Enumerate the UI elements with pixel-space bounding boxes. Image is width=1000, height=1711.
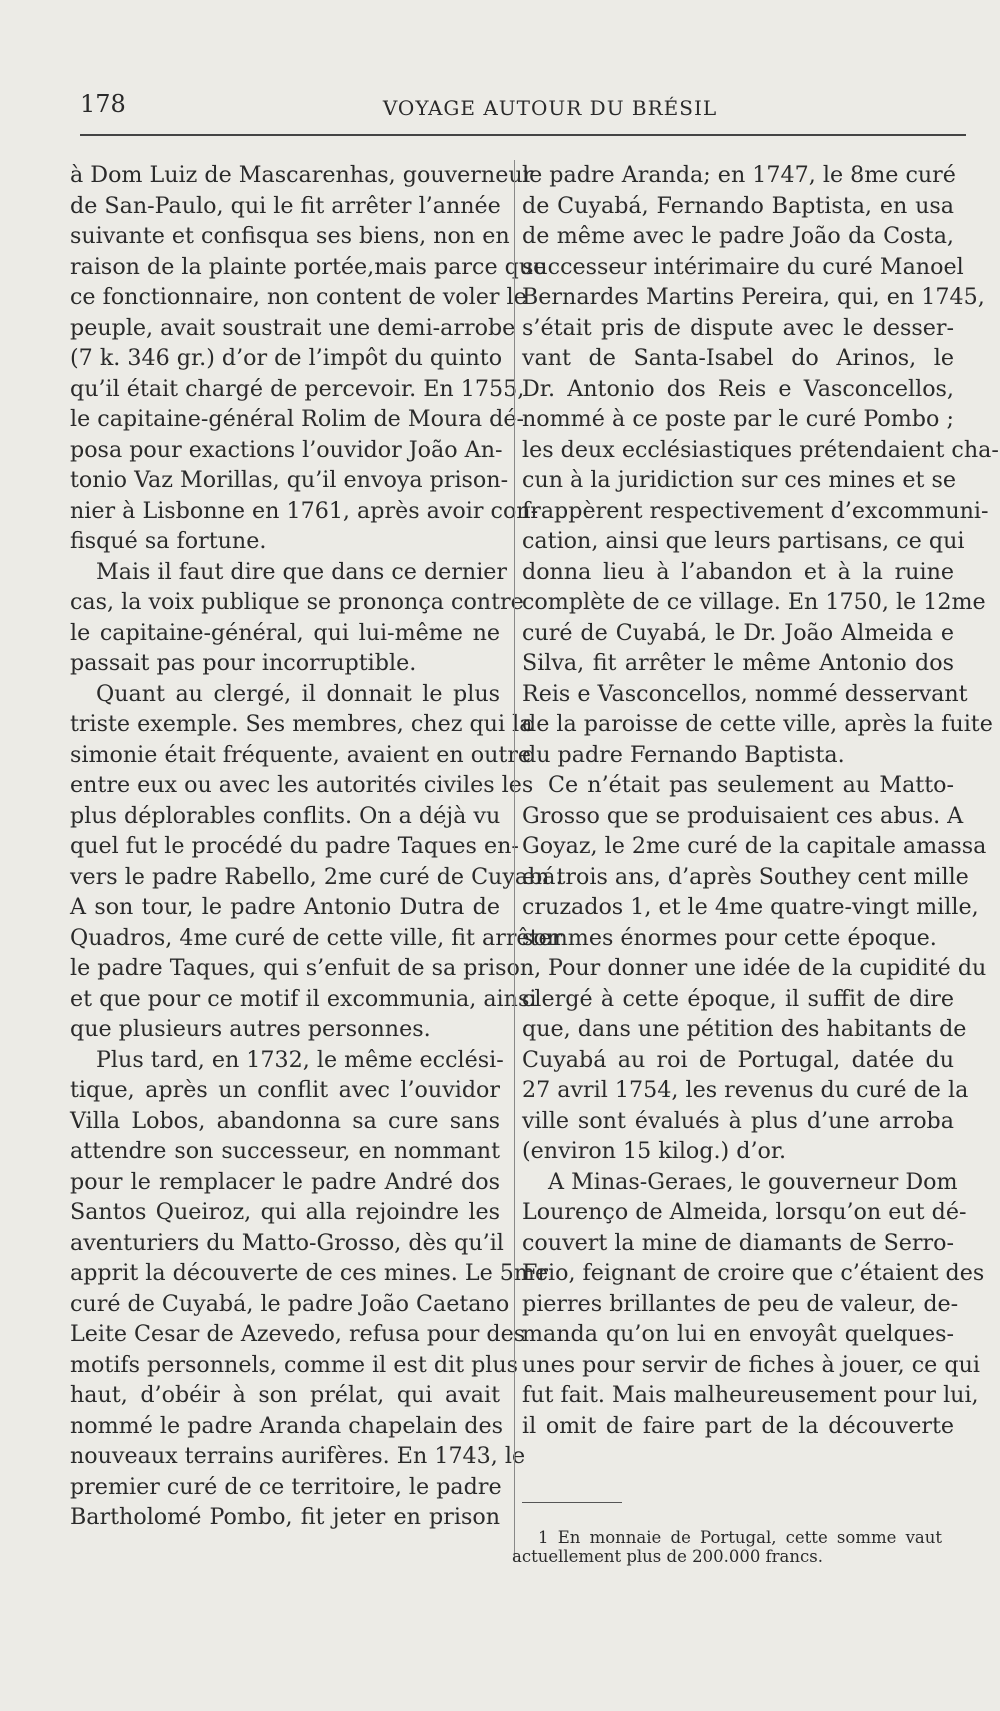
text-line: le capitaine-général Rolim de Moura dé- — [70, 406, 524, 432]
text-line: vant de Santa-Isabel do Arinos, le — [522, 345, 954, 371]
text-line: 27 avril 1754, les revenus du curé de la — [522, 1077, 969, 1103]
text-line: qu’il était chargé de percevoir. En 1755, — [70, 375, 525, 402]
text-line: entre eux ou avec les autorités civiles les — [70, 772, 534, 798]
text-line: que, dans une pétition des habitants de — [522, 1016, 967, 1042]
text-line: Ce n’était pas seulement au Matto- — [548, 772, 954, 798]
text-line: Frio, feignant de croire que c’étaient des — [522, 1260, 985, 1286]
text-line: tique, après un conflit avec l’ouvidor — [70, 1077, 500, 1103]
text-line: haut, d’obéir à son prélat, qui avait — [70, 1382, 500, 1408]
text-line: nier à Lisbonne en 1761, après avoir con- — [70, 497, 539, 524]
text-line: unes pour servir de fiches à jouer, ce qui — [522, 1351, 980, 1378]
text-line: quel fut le procédé du padre Taques en- — [70, 833, 519, 859]
text-line: aventuriers du Matto-Grosso, dès qu’il — [70, 1229, 504, 1256]
text-line: Goyaz, le 2me curé de la capitale amassa — [522, 833, 987, 859]
text-line: plus déplorables conflits. On a déjà vu — [70, 802, 501, 829]
text-line: Silva, fit arrêter le même Antonio dos — [522, 650, 954, 676]
text-line: attendre son successeur, en nommant — [70, 1138, 500, 1164]
text-line: Leite Cesar de Azevedo, refusa pour des — [70, 1321, 526, 1347]
text-line: A Minas-Geraes, le gouverneur Dom — [548, 1168, 958, 1195]
text-line: de la paroisse de cette ville, après la fuite — [522, 711, 993, 737]
text-line: 1 En monnaie de Portugal, cette somme vaut — [538, 1528, 942, 1547]
page-number: 178 — [80, 90, 126, 118]
text-line: (7 k. 346 gr.) d’or de l’impôt du quinto — [70, 345, 503, 371]
text-line: Villa Lobos, abandonna sa cure sans — [70, 1107, 500, 1134]
text-line: simonie était fréquente, avaient en outre — [70, 741, 532, 768]
text-line: clergé à cette époque, il suffit de dire — [522, 985, 954, 1012]
text-line: à Dom Luiz de Mascarenhas, gouverneur — [70, 162, 534, 188]
text-line: pierres brillantes de peu de valeur, de- — [522, 1290, 959, 1317]
text-line: donna lieu à l’abandon et à la ruine — [522, 558, 954, 585]
column-separator — [514, 160, 515, 1560]
text-line: et que pour ce motif il excommunia, ainsi — [70, 985, 537, 1012]
text-line: il omit de faire part de la découverte — [522, 1412, 954, 1439]
text-line: curé de Cuyabá, le padre João Caetano — [70, 1290, 510, 1317]
text-line: cruzados 1, et le 4me quatre-vingt mille, — [522, 894, 979, 920]
text-line: (environ 15 kilog.) d’or. — [522, 1138, 787, 1164]
text-line: Quadros, 4me curé de cette ville, fit arrêter — [70, 924, 563, 951]
text-line: cun à la juridiction sur ces mines et se — [522, 467, 956, 493]
text-line: peuple, avait soustrait une demi-arrobe — [70, 314, 516, 341]
text-line: s’était pris de dispute avec le desser- — [522, 314, 954, 341]
running-title: VOYAGE AUTOUR DU BRÉSIL — [382, 96, 718, 120]
text-line: triste exemple. Ses membres, chez qui la — [70, 711, 533, 737]
right-column — [522, 160, 999, 1441]
text-line: en trois ans, d’après Southey cent mille — [522, 863, 969, 890]
footnote — [512, 1528, 942, 1566]
text-line: fisqué sa fortune. — [70, 528, 267, 554]
text-line: premier curé de ce territoire, le padre — [70, 1473, 502, 1500]
text-line: frappèrent respectivement d’excommuni- — [522, 497, 989, 524]
text-line: du padre Fernando Baptista. — [522, 741, 845, 768]
text-line: Bartholomé Pombo, fit jeter en prison — [70, 1504, 500, 1530]
text-line: Quant au clergé, il donnait le plus — [96, 680, 500, 707]
text-line: Bernardes Martins Pereira, qui, en 1745, — [522, 284, 985, 310]
text-line: Plus tard, en 1732, le même ecclési- — [96, 1046, 504, 1073]
text-line: Dr. Antonio dos Reis e Vasconcellos, — [522, 375, 954, 402]
text-line: ce fonctionnaire, non content de voler le — [70, 284, 527, 310]
text-line: raison de la plainte portée,mais parce que — [70, 253, 547, 280]
text-line: vers le padre Rabello, 2me curé de Cuyabá. — [70, 863, 563, 890]
page-header — [80, 90, 960, 130]
text-line: Pour donner une idée de la cupidité du — [548, 955, 987, 981]
text-line: A son tour, le padre Antonio Dutra de — [70, 894, 500, 920]
text-line: le padre Aranda; en 1747, le 8me curé — [522, 162, 956, 188]
text-line: complète de ce village. En 1750, le 12me — [522, 589, 986, 615]
text-line: passait pas pour incorruptible. — [70, 650, 417, 676]
text-line: que plusieurs autres personnes. — [70, 1016, 431, 1042]
text-line: tonio Vaz Morillas, qu’il envoya prison- — [70, 467, 509, 493]
text-line: les deux ecclésiastiques prétendaient cha- — [522, 436, 999, 463]
header-rule — [80, 134, 966, 136]
text-line: fut fait. Mais malheureusement pour lui, — [522, 1382, 979, 1408]
text-line: Grosso que se produisaient ces abus. A — [522, 802, 964, 829]
text-line: le capitaine-général, qui lui-même ne — [70, 619, 500, 646]
text-line: Mais il faut dire que dans ce dernier — [96, 558, 508, 585]
text-line: le padre Taques, qui s’enfuit de sa prison, — [70, 955, 542, 981]
text-line: Cuyabá au roi de Portugal, datée du — [522, 1046, 954, 1073]
text-line: Lourenço de Almeida, lorsqu’on eut dé- — [522, 1199, 967, 1225]
text-line: motifs personnels, comme il est dit plus — [70, 1351, 519, 1378]
footnote-rule — [522, 1502, 622, 1503]
text-line: successeur intérimaire du curé Manoel — [522, 253, 964, 280]
text-line: apprit la découverte de ces mines. Le 5me — [70, 1260, 549, 1286]
text-line: de San-Paulo, qui le fit arrêter l’année — [70, 192, 501, 219]
text-line: ville sont évalués à plus d’une arroba — [522, 1107, 954, 1134]
text-line: actuellement plus de 200.000 francs. — [512, 1547, 823, 1566]
text-line: suivante et confisqua ses biens, non en — [70, 223, 510, 249]
text-line: nommé le padre Aranda chapelain des — [70, 1412, 504, 1439]
text-line: couvert la mine de diamants de Serro- — [522, 1229, 954, 1256]
text-line: cation, ainsi que leurs partisans, ce qui — [522, 528, 965, 554]
text-line: manda qu’on lui en envoyât quelques- — [522, 1321, 954, 1347]
text-line: Santos Queiroz, qui alla rejoindre les — [70, 1199, 500, 1225]
text-line: curé de Cuyabá, le Dr. João Almeida e — [522, 619, 954, 646]
left-column — [70, 160, 563, 1533]
text-line: nouveaux terrains aurifères. En 1743, le — [70, 1443, 526, 1469]
text-line: de Cuyabá, Fernando Baptista, en usa — [522, 192, 954, 219]
text-line: posa pour exactions l’ouvidor João An- — [70, 436, 503, 463]
text-line: Reis e Vasconcellos, nommé desservant — [522, 680, 968, 707]
text-line: pour le remplacer le padre André dos — [70, 1168, 500, 1195]
text-line: sommes énormes pour cette époque. — [522, 924, 937, 951]
text-line: cas, la voix publique se prononça contre — [70, 589, 524, 615]
text-line: de même avec le padre João da Costa, — [522, 223, 954, 249]
text-line: nommé à ce poste par le curé Pombo ; — [522, 406, 954, 432]
